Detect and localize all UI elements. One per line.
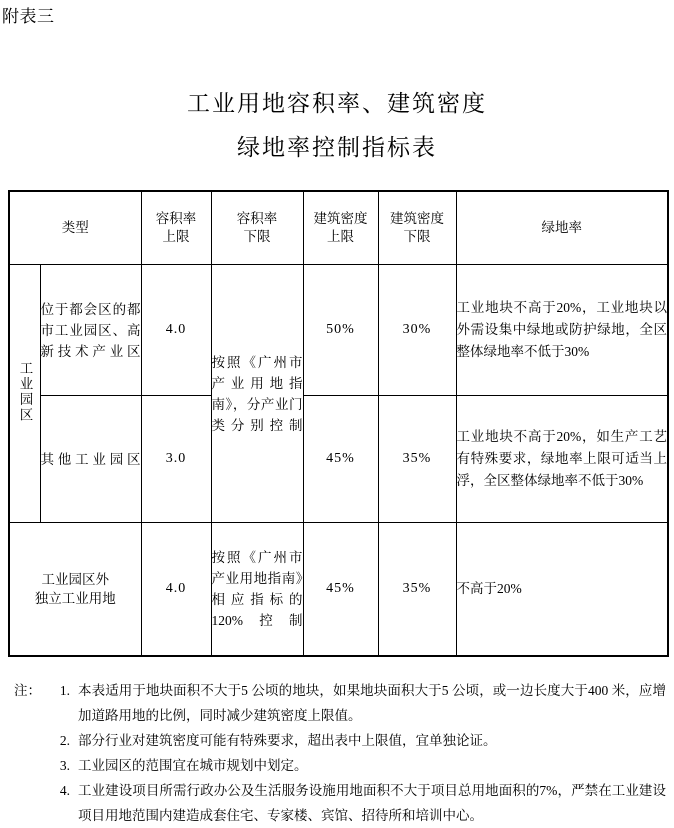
title-line-1: 工业用地容积率、建筑密度: [187, 91, 487, 116]
note-number: 3.: [59, 758, 70, 773]
cell-density-upper-row3: 45%: [303, 523, 378, 656]
title-line-2: 绿地率控制指标表: [237, 135, 437, 160]
header-density-lower-line2: 下限: [403, 229, 431, 244]
note-number: 2.: [59, 733, 70, 748]
header-far-upper-line1: 容积率: [155, 211, 197, 226]
document-title: [0, 82, 674, 170]
header-green-rate: 绿地率: [456, 191, 668, 265]
header-density-lower-line1: 建筑密度: [390, 211, 444, 226]
indicator-table-wrapper: [8, 190, 667, 657]
header-far-lower-line2: 下限: [243, 229, 271, 244]
note-text: 工业建设项目所需行政办公及生活服务设施用地面积不大于项目总用地面积的7%，严禁在工业建设项目用地范围内建造成套住宅、专家楼、宾馆、招待所和培训中心。: [78, 783, 666, 823]
notes-prefix: 注：: [14, 683, 41, 698]
cell-type-row1: 位于都会区的都市工业园区、高新技术产业区: [40, 265, 141, 396]
appendix-label: 附表三: [2, 7, 55, 26]
note-item: [14, 678, 666, 728]
cell-far-upper-row1: 4.0: [141, 265, 211, 396]
cell-type-row2: 其他工业园区: [40, 396, 141, 523]
note-item: [14, 778, 666, 828]
cell-green-rate-row2: 工业地块不高于20%，如生产工艺有特殊要求，绿地率上限可适当上浮，全区整体绿地率不低于30%: [456, 396, 668, 523]
cell-type-row3-line2: 独立工业用地: [34, 590, 116, 606]
table-row: [9, 265, 668, 396]
table-header-row: [9, 191, 668, 265]
cell-density-upper-row2: 45%: [303, 396, 378, 523]
header-far-upper-line2: 上限: [162, 229, 190, 244]
cell-far-lower-merged: 按照《广州市产业用地指南》，分产业门类分别控制: [211, 265, 303, 523]
table-row: [9, 523, 668, 656]
indicator-table: [8, 190, 669, 657]
note-item: [14, 753, 666, 778]
cell-density-lower-row1: 30%: [378, 265, 456, 396]
header-density-upper-line1: 建筑密度: [313, 211, 368, 226]
header-density-upper-line2: 上限: [327, 229, 354, 244]
cell-far-upper-row3: 4.0: [141, 523, 211, 656]
cell-far-upper-row2: 3.0: [141, 396, 211, 523]
note-text: 部分行业对建筑密度可能有特殊要求，超出表中上限值，宜单独论证。: [78, 733, 497, 748]
header-far-lower-line1: 容积率: [236, 211, 278, 226]
header-far-lower: [211, 191, 303, 265]
header-density-upper: [303, 191, 378, 265]
header-far-upper: [141, 191, 211, 265]
table-row: [9, 396, 668, 523]
note-text: 工业园区的范围宜在城市规划中划定。: [78, 758, 308, 773]
cell-density-lower-row3: 35%: [378, 523, 456, 656]
cell-green-rate-row1: 工业地块不高于20%，工业地块以外需设集中绿地或防护绿地，全区整体绿地率不低于30%: [456, 265, 668, 396]
cell-density-lower-row2: 35%: [378, 396, 456, 523]
cell-density-upper-row1: 50%: [303, 265, 378, 396]
note-text: 本表适用于地块面积不大于5 公顷的地块，如果地块面积大于5 公顷，或一边长度大于400 米，应增加道路用地的比例，同时减少建筑密度上限值。: [78, 683, 666, 723]
cell-far-lower-row3: 按照《广州市产业用地指南》相应指标的120%控制: [211, 523, 303, 656]
note-number: 4.: [59, 783, 70, 798]
note-item: [14, 728, 666, 753]
row-group-label-industrial-park: [9, 265, 40, 523]
header-type: 类型: [9, 191, 141, 265]
group-label-text: 工业园区: [17, 360, 33, 423]
cell-type-row3-line1: 工业园区外: [41, 571, 109, 587]
note-number: 1.: [59, 683, 70, 698]
header-density-lower: [378, 191, 456, 265]
notes-section: [14, 678, 666, 828]
cell-green-rate-row3: 不高于20%: [456, 523, 668, 656]
cell-type-row3: [9, 523, 141, 656]
